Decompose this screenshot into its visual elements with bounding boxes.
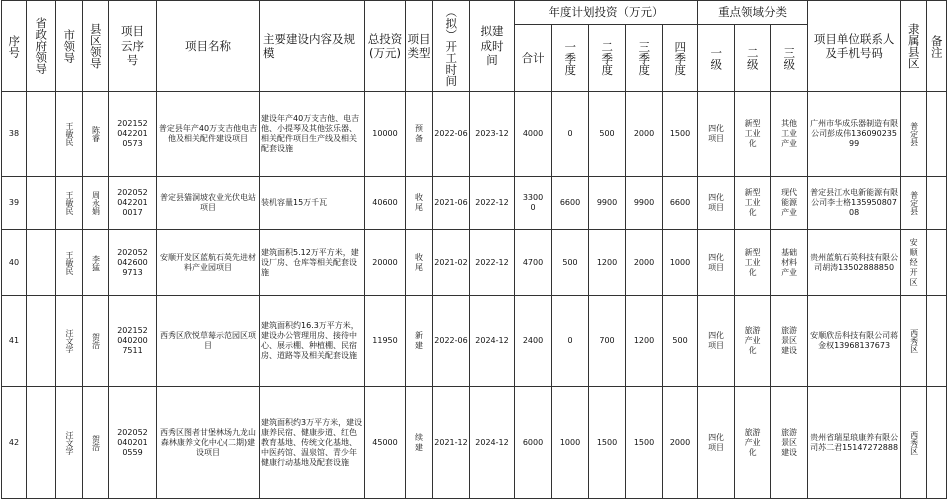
cell-district: 普定县 (901, 92, 927, 177)
cell-note (927, 92, 947, 177)
cell-seq: 38 (2, 92, 27, 177)
cell-district: 普定县 (901, 177, 927, 230)
cell-level1: 四化项目 (698, 387, 735, 499)
cell-end-time: 2022-12 (470, 230, 515, 296)
cell-county-leader: 周永娟 (83, 177, 109, 230)
header-note: 备注 (927, 1, 947, 92)
cell-county-leader: 贺浩 (83, 296, 109, 387)
header-prov-leader: 省政府领导 (27, 1, 56, 92)
cell-project-type: 预备 (406, 92, 433, 177)
cell-q3: 2000 (626, 230, 663, 296)
header-total-invest: 总投资(万元) (365, 1, 406, 92)
cell-project-type: 收尾 (406, 177, 433, 230)
cell-project-name: 西秀区图者甘堡林场九龙山森林康养文化中心(二期)建设项目 (157, 387, 260, 499)
header-city-leader: 市领导 (56, 1, 83, 92)
cell-q3: 1200 (626, 296, 663, 387)
cell-contact: 贵州省瑞星琅康养有限公司苏二君15147272888 (808, 387, 901, 499)
cell-project-name: 普定县猫洞坡农业光伏电站项目 (157, 177, 260, 230)
cell-plan-total: 6000 (515, 387, 552, 499)
cell-q1: 500 (552, 230, 589, 296)
header-plan-total: 合计 (515, 25, 552, 92)
cell-q4: 500 (663, 296, 698, 387)
cell-level2: 旅游产业化 (735, 387, 771, 499)
cell-county-leader: 陈睿 (83, 92, 109, 177)
cell-total-invest: 40600 (365, 177, 406, 230)
cell-q2: 1500 (589, 387, 626, 499)
header-project-name: 项目名称 (157, 1, 260, 92)
cell-city-leader: 王敏民 (56, 92, 83, 177)
cell-district: 安顺经开区 (901, 230, 927, 296)
cell-q1: 1000 (552, 387, 589, 499)
cell-plan-total: 4700 (515, 230, 552, 296)
header-level3: 三级 (771, 25, 808, 92)
cell-prov-leader (27, 296, 56, 387)
cell-note (927, 177, 947, 230)
table-row (2, 177, 947, 230)
cell-q2: 1200 (589, 230, 626, 296)
cell-total-invest: 20000 (365, 230, 406, 296)
cell-project-type: 收尾 (406, 230, 433, 296)
header-cloud-seq: 项目云序号 (109, 1, 157, 92)
cell-project-type: 续建 (406, 387, 433, 499)
cell-content: 建筑面积约3万平方米，建设康养民宿、健康步道、红色教育基地、传统文化基地、中医药馆、温泉馆、青少年健康行动基地及配套设施 (260, 387, 365, 499)
cell-total-invest: 11950 (365, 296, 406, 387)
header-contact: 项目单位联系人及手机号码 (808, 1, 901, 92)
cell-q4: 6600 (663, 177, 698, 230)
cell-end-time: 2024-12 (470, 387, 515, 499)
cell-level2: 旅游产业化 (735, 296, 771, 387)
cell-seq: 41 (2, 296, 27, 387)
cell-contact: 普定县江水电新能源有限公司李士格13595080708 (808, 177, 901, 230)
cell-plan-total: 33000 (515, 177, 552, 230)
cell-level2: 新型工业化 (735, 92, 771, 177)
cell-level3: 旅游景区建设 (771, 387, 808, 499)
cell-level3: 现代能源产业 (771, 177, 808, 230)
cell-contact: 安顺欣岳科技有限公司蒋金权13968137673 (808, 296, 901, 387)
cell-cloud-seq: 2020520426009713 (109, 230, 157, 296)
cell-content: 建设年产40万支吉他、电吉他、小提琴及其他弦乐器、相关配件项目生产线及相关配套设施 (260, 92, 365, 177)
cell-note (927, 387, 947, 499)
header-level2: 二级 (735, 25, 771, 92)
header-start-time: （拟）开工时间 (433, 1, 470, 92)
cell-cloud-seq: 2021520422010573 (109, 92, 157, 177)
cell-content: 建筑面积约16.3万平方米，建设办公管理用房、接待中心、展示棚、种植棚、民宿房、道路等及相关配套设施 (260, 296, 365, 387)
header-q3: 三季度 (626, 25, 663, 92)
cell-q4: 1500 (663, 92, 698, 177)
cell-q2: 500 (589, 92, 626, 177)
header-project-type: 项目类型 (406, 1, 433, 92)
cell-level1: 四化项目 (698, 230, 735, 296)
cell-total-invest: 45000 (365, 387, 406, 499)
header-county-leader: 县区领导 (83, 1, 109, 92)
cell-prov-leader (27, 92, 56, 177)
cell-contact: 广州市华成乐器制造有限公司彭成伟13609023599 (808, 92, 901, 177)
cell-start-time: 2021-12 (433, 387, 470, 499)
cell-cloud-seq: 2020520402010559 (109, 387, 157, 499)
cell-start-time: 2021-06 (433, 177, 470, 230)
cell-level1: 四化项目 (698, 177, 735, 230)
cell-content: 建筑面积5.12万平方米，建设厂房、仓库等相关配套设施 (260, 230, 365, 296)
cell-prov-leader (27, 387, 56, 499)
cell-level2: 新型工业化 (735, 177, 771, 230)
cell-q1: 0 (552, 296, 589, 387)
cell-prov-leader (27, 177, 56, 230)
cell-prov-leader (27, 230, 56, 296)
cell-seq: 40 (2, 230, 27, 296)
cell-project-name: 普定县年产40万支吉他电吉他及相关配件建设项目 (157, 92, 260, 177)
cell-start-time: 2022-06 (433, 296, 470, 387)
header-end-time: 拟建成时间 (470, 1, 515, 92)
cell-q3: 2000 (626, 92, 663, 177)
cell-county-leader: 李猛 (83, 230, 109, 296)
cell-q2: 9900 (589, 177, 626, 230)
table-row (2, 387, 947, 499)
cell-level3: 基础材料产业 (771, 230, 808, 296)
cell-project-name: 安顺开发区蓝航石英先进材料产业园项目 (157, 230, 260, 296)
table-row (2, 296, 947, 387)
cell-level2: 新型工业化 (735, 230, 771, 296)
header-q2: 二季度 (589, 25, 626, 92)
cell-city-leader: 王敏民 (56, 230, 83, 296)
cell-cloud-seq: 2021520402007511 (109, 296, 157, 387)
cell-start-time: 2021-02 (433, 230, 470, 296)
cell-level1: 四化项目 (698, 296, 735, 387)
cell-level3: 旅游景区建设 (771, 296, 808, 387)
cell-content: 装机容量15万千瓦 (260, 177, 365, 230)
header-seq: 序号 (2, 1, 27, 92)
cell-city-leader: 汪文学 (56, 387, 83, 499)
cell-project-name: 西秀区欣悦草莓示范园区项目 (157, 296, 260, 387)
cell-q3: 1500 (626, 387, 663, 499)
cell-level1: 四化项目 (698, 92, 735, 177)
cell-seq: 42 (2, 387, 27, 499)
cell-start-time: 2022-06 (433, 92, 470, 177)
table-row (2, 230, 947, 296)
header-q4: 四季度 (663, 25, 698, 92)
header-annual-plan: 年度计划投资（万元） (515, 1, 698, 25)
header-key-fields: 重点领域分类 (698, 1, 808, 25)
cell-district: 西秀区 (901, 296, 927, 387)
cell-district: 西秀区 (901, 387, 927, 499)
cell-end-time: 2023-12 (470, 92, 515, 177)
cell-cloud-seq: 2020520422010017 (109, 177, 157, 230)
cell-city-leader: 王敏民 (56, 177, 83, 230)
cell-q3: 9900 (626, 177, 663, 230)
cell-total-invest: 10000 (365, 92, 406, 177)
cell-city-leader: 汪文学 (56, 296, 83, 387)
cell-q4: 1000 (663, 230, 698, 296)
table-row (2, 92, 947, 177)
cell-note (927, 230, 947, 296)
cell-q2: 700 (589, 296, 626, 387)
cell-level3: 其他工业产业 (771, 92, 808, 177)
header-district: 隶属县区 (901, 1, 927, 92)
cell-contact: 贵州蓝航石英科技有限公司胡涛13502888850 (808, 230, 901, 296)
cell-county-leader: 贺浩 (83, 387, 109, 499)
cell-q1: 6600 (552, 177, 589, 230)
project-table (1, 0, 947, 499)
cell-end-time: 2024-12 (470, 296, 515, 387)
cell-plan-total: 2400 (515, 296, 552, 387)
cell-project-type: 新建 (406, 296, 433, 387)
cell-plan-total: 4000 (515, 92, 552, 177)
header-q1: 一季度 (552, 25, 589, 92)
cell-note (927, 296, 947, 387)
cell-end-time: 2022-12 (470, 177, 515, 230)
header-content: 主要建设内容及规模 (260, 1, 365, 92)
cell-q4: 2000 (663, 387, 698, 499)
cell-q1: 0 (552, 92, 589, 177)
cell-seq: 39 (2, 177, 27, 230)
header-level1: 一级 (698, 25, 735, 92)
